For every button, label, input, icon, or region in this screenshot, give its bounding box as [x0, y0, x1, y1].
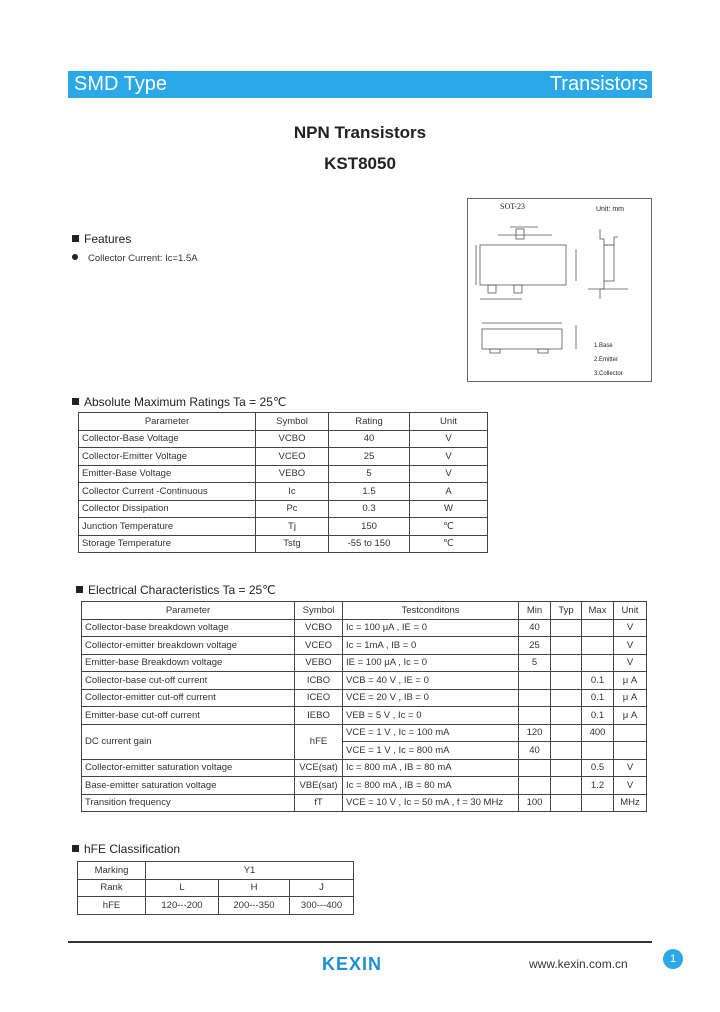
table-cell	[519, 689, 551, 707]
table-row	[82, 672, 647, 690]
table-cell: DC current gain	[82, 724, 295, 759]
features-heading	[72, 232, 131, 246]
header-banner	[68, 71, 652, 98]
table-cell: 40	[329, 430, 410, 448]
table-cell	[551, 777, 582, 795]
table-cell: Emitter-Base Voltage	[79, 465, 256, 483]
table-row	[79, 483, 488, 501]
table-cell: Ic = 800 mA , IB = 80 mA	[343, 759, 519, 777]
bullet-square-icon	[72, 845, 79, 852]
bullet-square-icon	[72, 398, 79, 405]
table-cell	[551, 619, 582, 637]
table-cell: VEB = 5 V , Ic = 0	[343, 707, 519, 725]
table-header-row	[79, 413, 488, 431]
abs-max-heading	[72, 395, 286, 409]
footer-url[interactable]: www.kexin.com.cn	[529, 957, 628, 971]
table-cell: VCE = 1 V , Ic = 800 mA	[343, 742, 519, 760]
column-header: Symbol	[256, 413, 329, 431]
table-cell: Base-emitter saturation voltage	[82, 777, 295, 795]
table-cell: V	[614, 619, 647, 637]
table-cell: VEBO	[256, 465, 329, 483]
table-cell: μ A	[614, 689, 647, 707]
table-cell: A	[410, 483, 488, 501]
table-cell: 25	[519, 637, 551, 655]
table-row	[82, 794, 647, 812]
table-cell: W	[410, 500, 488, 518]
header-left: SMD Type	[74, 73, 167, 95]
table-row	[82, 689, 647, 707]
column-header: Parameter	[82, 602, 295, 620]
table-cell: Collector-Emitter Voltage	[79, 448, 256, 466]
table-cell: 0.3	[329, 500, 410, 518]
package-outline-svg	[468, 199, 653, 383]
pin-1: 1.Base	[594, 343, 613, 349]
table-cell: V	[614, 637, 647, 655]
column-header: Rating	[329, 413, 410, 431]
package-name: SOT-23	[500, 202, 526, 211]
table-cell: VCE = 20 V , IB = 0	[343, 689, 519, 707]
table-cell: VCBO	[256, 430, 329, 448]
table-cell: Pc	[256, 500, 329, 518]
table-cell: VCE = 10 V , Ic = 50 mA , f = 30 MHz	[343, 794, 519, 812]
table-cell	[551, 689, 582, 707]
table-cell: Collector-base cut-off current	[82, 672, 295, 690]
table-cell: hFE	[295, 724, 343, 759]
page-title: NPN Transistors	[293, 123, 427, 142]
hfe-range-h: 200---350	[219, 897, 290, 915]
table-row	[79, 518, 488, 536]
table-cell: VCE = 1 V , Ic = 100 mA	[343, 724, 519, 742]
table-row	[82, 637, 647, 655]
table-cell	[519, 672, 551, 690]
table-row	[79, 430, 488, 448]
hfe-label: hFE	[78, 897, 146, 915]
table-cell: V	[410, 465, 488, 483]
table-cell: 150	[329, 518, 410, 536]
table-cell: 0.1	[582, 672, 614, 690]
table-cell: Collector-base breakdown voltage	[82, 619, 295, 637]
table-row	[79, 465, 488, 483]
bullet-dot-icon	[72, 254, 78, 260]
table-row	[82, 759, 647, 777]
marking-label: Marking	[78, 862, 146, 880]
table-cell: ℃	[410, 535, 488, 553]
table-cell: VCE(sat)	[295, 759, 343, 777]
table-cell: V	[614, 777, 647, 795]
table-cell: Tstg	[256, 535, 329, 553]
table-cell	[519, 777, 551, 795]
table-cell: Collector-emitter cut-off current	[82, 689, 295, 707]
rank-j: J	[290, 879, 354, 897]
table-cell: 25	[329, 448, 410, 466]
table-row	[82, 619, 647, 637]
table-cell: Collector-emitter breakdown voltage	[82, 637, 295, 655]
marking-value: Y1	[146, 862, 354, 880]
kexin-logo: KEXIN	[322, 954, 383, 974]
hfe-heading-text: hFE Classification	[84, 842, 181, 856]
part-number: KST8050	[324, 154, 396, 173]
table-cell: 5	[519, 654, 551, 672]
header-right: Transistors	[549, 73, 648, 95]
table-cell	[551, 654, 582, 672]
table-row	[79, 448, 488, 466]
table-cell: VEBO	[295, 654, 343, 672]
table-cell: VBE(sat)	[295, 777, 343, 795]
rank-l: L	[146, 879, 219, 897]
table-cell: Junction Temperature	[79, 518, 256, 536]
feature-text: Collector Current: Ic=1.5A	[88, 253, 198, 264]
table-row	[82, 777, 647, 795]
table-cell: 40	[519, 742, 551, 760]
table-cell: 40	[519, 619, 551, 637]
table-cell	[582, 654, 614, 672]
abs-max-heading-text: Absolute Maximum Ratings Ta = 25℃	[84, 395, 287, 409]
table-cell: 0.5	[582, 759, 614, 777]
rank-label: Rank	[78, 879, 146, 897]
table-cell: 0.1	[582, 707, 614, 725]
table-cell: Ic = 800 mA , IB = 80 mA	[343, 777, 519, 795]
table-cell	[582, 794, 614, 812]
table-cell: IEBO	[295, 707, 343, 725]
bullet-square-icon	[76, 586, 83, 593]
table-cell: Ic	[256, 483, 329, 501]
hfe-range-j: 300---400	[290, 897, 354, 915]
table-cell: VCEO	[256, 448, 329, 466]
page-number: 1	[663, 949, 683, 969]
table-cell: Collector-emitter saturation voltage	[82, 759, 295, 777]
features-heading-text: Features	[84, 232, 132, 246]
table-row	[82, 724, 647, 742]
rank-h: H	[219, 879, 290, 897]
table-cell: 5	[329, 465, 410, 483]
table-cell: 120	[519, 724, 551, 742]
table-cell: -55 to 150	[329, 535, 410, 553]
table-cell: μ A	[614, 707, 647, 725]
table-cell: V	[410, 430, 488, 448]
pin-2: 2.Emitter	[594, 357, 619, 363]
table-cell: 0.1	[582, 689, 614, 707]
table-cell: ℃	[410, 518, 488, 536]
column-header: Min	[519, 602, 551, 620]
table-cell: Collector Current -Continuous	[79, 483, 256, 501]
hfe-heading	[72, 842, 180, 856]
table-cell: VCB = 40 V , IE = 0	[343, 672, 519, 690]
table-cell	[551, 707, 582, 725]
column-header: Testconditons	[343, 602, 519, 620]
table-cell	[614, 742, 647, 760]
table-cell: fT	[295, 794, 343, 812]
table-cell: 100	[519, 794, 551, 812]
table-cell: ICBO	[295, 672, 343, 690]
table-cell	[519, 759, 551, 777]
column-header: Typ	[551, 602, 582, 620]
column-header: Max	[582, 602, 614, 620]
elec-heading-text: Electrical Characteristics Ta = 25℃	[88, 583, 276, 597]
footer-divider	[68, 941, 652, 943]
table-cell: Emitter-base cut-off current	[82, 707, 295, 725]
package-drawing	[467, 198, 652, 382]
table-cell	[551, 742, 582, 760]
feature-item	[72, 253, 198, 264]
elec-table	[81, 601, 647, 812]
elec-heading	[76, 583, 276, 597]
table-cell	[582, 637, 614, 655]
column-header: Unit	[410, 413, 488, 431]
table-cell: VCEO	[295, 637, 343, 655]
table-cell	[551, 672, 582, 690]
pin-3: 3.Collector	[594, 371, 623, 377]
table-cell	[551, 759, 582, 777]
hfe-range-l: 120---200	[146, 897, 219, 915]
table-cell: V	[614, 654, 647, 672]
table-header-row	[82, 602, 647, 620]
table-row	[79, 535, 488, 553]
table-cell: MHz	[614, 794, 647, 812]
table-cell: Tj	[256, 518, 329, 536]
table-cell: ICEO	[295, 689, 343, 707]
table-cell	[551, 724, 582, 742]
abs-max-table	[78, 412, 488, 553]
table-cell: 1.2	[582, 777, 614, 795]
table-cell	[582, 742, 614, 760]
table-cell: Ic = 100 μA , IE = 0	[343, 619, 519, 637]
table-cell: 400	[582, 724, 614, 742]
table-cell: Ic = 1mA , IB = 0	[343, 637, 519, 655]
table-cell: Collector Dissipation	[79, 500, 256, 518]
table-row	[82, 654, 647, 672]
table-cell	[614, 724, 647, 742]
table-cell: V	[614, 759, 647, 777]
table-cell: Storage Temperature	[79, 535, 256, 553]
table-cell	[519, 707, 551, 725]
table-row	[79, 500, 488, 518]
table-cell: V	[410, 448, 488, 466]
table-cell	[582, 619, 614, 637]
table-cell: IE = 100 μA , Ic = 0	[343, 654, 519, 672]
table-cell: Emitter-base Breakdown voltage	[82, 654, 295, 672]
table-cell: Collector-Base Voltage	[79, 430, 256, 448]
table-cell	[551, 637, 582, 655]
table-cell: μ A	[614, 672, 647, 690]
hfe-class-table	[77, 861, 354, 915]
table-row	[82, 707, 647, 725]
table-cell: 1.5	[329, 483, 410, 501]
column-header: Parameter	[79, 413, 256, 431]
bullet-square-icon	[72, 235, 79, 242]
table-cell: VCBO	[295, 619, 343, 637]
column-header: Unit	[614, 602, 647, 620]
package-unit: Unit: mm	[596, 206, 624, 213]
column-header: Symbol	[295, 602, 343, 620]
table-cell: Transition frequency	[82, 794, 295, 812]
table-cell	[551, 794, 582, 812]
